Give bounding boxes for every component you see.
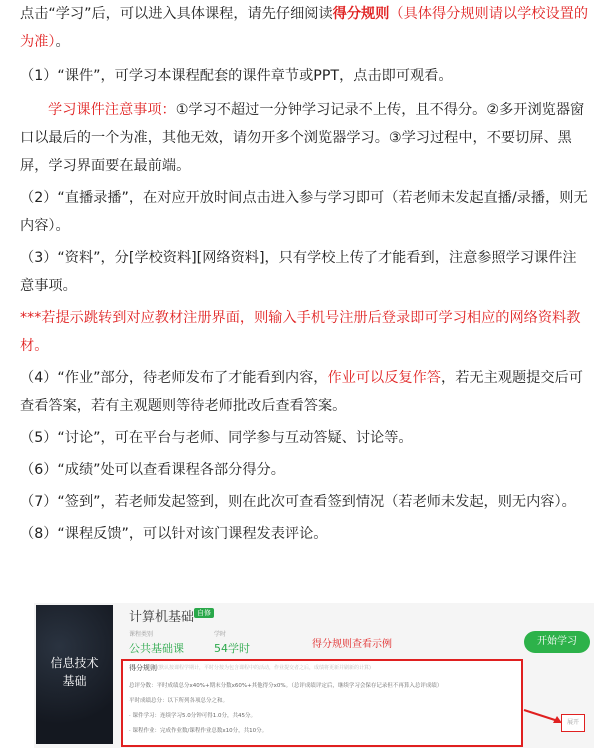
notes-text: ①学习不超过一分钟学习记录不上传，且不得分。②多开浏览器窗口以最后的一个为准，其他无效，请勿开多个浏览器学习。③学习过程中，不要切屏、黑屏，学习界面要在最前端。	[20, 102, 585, 174]
meta-hours-label: 学时	[214, 631, 227, 638]
meta-category-label: 课程类别	[129, 631, 154, 638]
score-rules-panel	[121, 659, 523, 747]
paragraph-courseware: （1）“课件”，可学习本课程配套的课件章节或PPT，点击即可观看。	[20, 68, 453, 84]
course-page-screenshot	[34, 603, 594, 748]
course-badge: 自修	[194, 608, 214, 618]
homework-text-a: （4）“作业”部分，待老师发布了才能看到内容，	[20, 370, 328, 386]
rules-subtitle: (默认按课程学期计，平时分按为包含课程中的活动，作业提交者之后，成绩将更新并刷新的计算)	[157, 665, 371, 671]
rules-line-courseware: · 课件学习：连续学习5.0分钟可得1.0分，共45分。	[129, 713, 256, 719]
start-learning-button[interactable]: 开始学习	[524, 631, 590, 653]
paragraph-materials: （3）“资料”，分[学校资料][网络资料]，只有学校上传了才能看到，注意参照学习课件注意事项。	[20, 250, 577, 294]
rules-line-total: 总评分数：平时成绩总分x40%+期末分数x60%+其他得分x0%。（总评成绩评定后，继续学习会保存记录但不再算入总评成绩）	[129, 683, 443, 689]
paragraph-feedback: （8）“课程反馈”，可以针对该门课程发表评论。	[20, 526, 328, 542]
instructions-document	[20, 0, 590, 548]
school-setting-note: （具体得分规则请以学校设置的为准）	[20, 6, 589, 50]
homework-repeat-highlight: 作业可以反复作答	[327, 370, 441, 386]
paragraph-live: （2）“直播录播”，在对应开放时间点击进入参与学习即可（若老师未发起直播/录播，则无内容）。	[20, 190, 588, 234]
notes-heading: 学习课件注意事项：	[48, 102, 176, 118]
cover-line2: 基础	[62, 674, 87, 688]
paragraph-homework	[20, 364, 590, 420]
paragraph-courseware-notes	[20, 96, 590, 180]
intro-period: 。	[55, 34, 70, 50]
paragraph-intro	[20, 0, 590, 56]
meta-category-value: 公共基础课	[129, 642, 184, 655]
meta-hours-value: 54学时	[214, 642, 250, 655]
paragraph-grades: （6）“成绩”处可以查看课程各部分得分。	[20, 462, 285, 478]
homework-text-c: ，若无主观题提交后可查看答案，若有主观题则等待老师批改后查看答案。	[20, 370, 583, 414]
red-arrow-icon	[522, 707, 566, 727]
paragraph-discussion: （5）“讨论”，可在平台与老师、同学参与互动答疑、讨论等。	[20, 430, 413, 446]
rules-heading: 得分规则	[129, 664, 157, 672]
course-cover-image	[36, 605, 113, 744]
course-title: 计算机基础	[129, 610, 195, 625]
rules-line-regular: 平时成绩总分：以下所列各项总分之和。	[129, 698, 229, 704]
intro-text: 点击“学习”后，可以进入具体课程，请先仔细阅读	[20, 6, 333, 22]
score-rules-highlight: 得分规则	[332, 6, 390, 22]
expand-button[interactable]: 展开	[561, 714, 585, 732]
rules-line-homework: · 课程作业：完成作业数/课程作业总数x10分，共10分。	[129, 728, 268, 734]
cover-line1: 信息技术	[50, 656, 99, 670]
paragraph-signin: （7）“签到”，若老师发起签到，则在此次可查看签到情况（若老师未发起，则无内容）。	[20, 494, 576, 510]
paragraph-register-note: ***若提示跳转到对应教材注册界面，则输入手机号注册后登录即可学习相应的网络资料教材。	[20, 310, 581, 354]
score-rules-example-label: 得分规则查看示例	[312, 639, 392, 650]
